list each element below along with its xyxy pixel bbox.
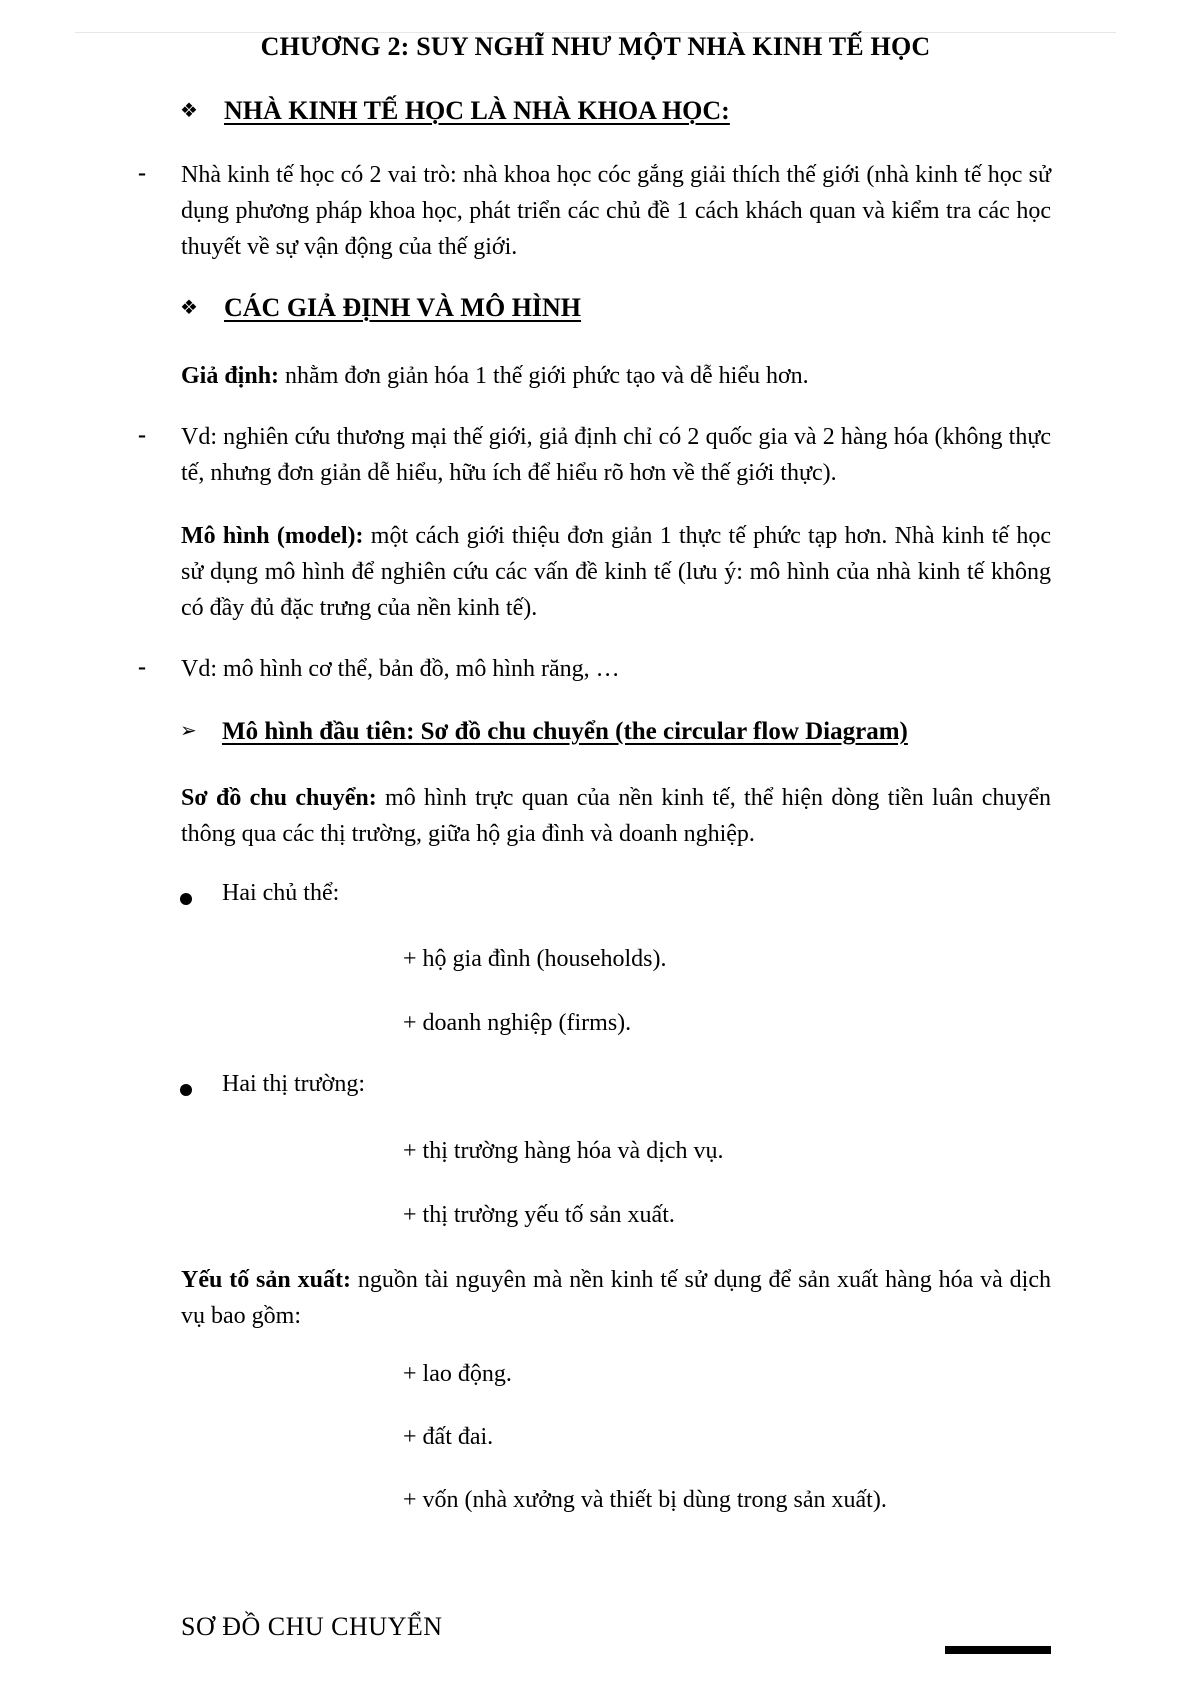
list-item: + thị trường yếu tố sản xuất. <box>403 1202 675 1228</box>
label-two-subjects: Hai chủ thể: <box>222 880 340 906</box>
paragraph-example-model: Vd: mô hình cơ thể, bản đồ, mô hình răng, … <box>181 656 620 682</box>
arrow-bullet-icon: ➢ <box>180 718 197 742</box>
diamond-bullet-icon: ❖ <box>180 295 198 319</box>
page-title: CHƯƠNG 2: SUY NGHĨ NHƯ MỘT NHÀ KINH TẾ HỌC <box>260 32 931 61</box>
list-item: + doanh nghiệp (firms). <box>403 1010 632 1036</box>
list-item: + vốn (nhà xưởng và thiết bị dùng trong sản xuất). <box>403 1487 887 1513</box>
diamond-bullet-icon: ❖ <box>180 98 198 122</box>
footer-bar <box>945 1646 1051 1654</box>
paragraph-circular-flow-def: Sơ đồ chu chuyển: mô hình trực quan của nền kinh tế, thể hiện dòng tiền luân chuyển thông qua các thị trường, giữa hộ gia đình và doanh nghiệp. <box>181 785 1051 847</box>
dash-bullet: - <box>138 422 146 448</box>
label-two-markets: Hai thị trường: <box>222 1071 366 1097</box>
list-item: + lao động. <box>403 1361 512 1387</box>
paragraph-roles: Nhà kinh tế học có 2 vai trò: nhà khoa học cóc gắng giải thích thế giới (nhà kinh tế học sử dụng phương pháp khoa học, phát triển các chủ đề 1 cách khách quan và kiểm tra các học thuyết về sự vận động của thế giới. <box>181 162 1051 260</box>
footer-heading: SƠ ĐỒ CHU CHUYỂN <box>181 1612 443 1641</box>
dot-bullet-icon <box>180 893 192 905</box>
list-item: + thị trường hàng hóa và dịch vụ. <box>403 1138 724 1164</box>
dash-bullet: - <box>138 654 146 680</box>
dot-bullet-icon <box>180 1084 192 1096</box>
dash-bullet: - <box>138 160 146 186</box>
list-item: + đất đai. <box>403 1424 494 1450</box>
paragraph-assumption: Giả định: nhằm đơn giản hóa 1 thế giới phức tạo và dễ hiểu hơn. <box>181 363 809 389</box>
list-item: + hộ gia đình (households). <box>403 946 667 972</box>
section-heading-scientist: ❖ NHÀ KINH TẾ HỌC LÀ NHÀ KHOA HỌC: <box>180 96 730 125</box>
paragraph-example-trade: Vd: nghiên cứu thương mại thế giới, giả định chỉ có 2 quốc gia và 2 hàng hóa (không thực tế, nhưng đơn giản dễ hiểu, hữu ích để hiểu rõ hơn về thế giới thực). <box>181 424 1051 486</box>
paragraph-factors: Yếu tố sản xuất: nguồn tài nguyên mà nền kinh tế sử dụng để sản xuất hàng hóa và dịch vụ bao gồm: <box>181 1267 1051 1329</box>
paragraph-model: Mô hình (model): một cách giới thiệu đơn giản 1 thực tế phức tạp hơn. Nhà kinh tế học sử dụng mô hình để nghiên cứu các vấn đề kinh tế (lưu ý: mô hình của nhà kinh tế không có đầy đủ đặc trưng của nền kinh tế). <box>181 523 1052 621</box>
subsection-heading-circular-flow: ➢ Mô hình đầu tiên: Sơ đồ chu chuyển (the circular flow Diagram) <box>180 718 908 745</box>
section-heading-assumptions: ❖ CÁC GIẢ ĐỊNH VÀ MÔ HÌNH <box>180 293 582 322</box>
